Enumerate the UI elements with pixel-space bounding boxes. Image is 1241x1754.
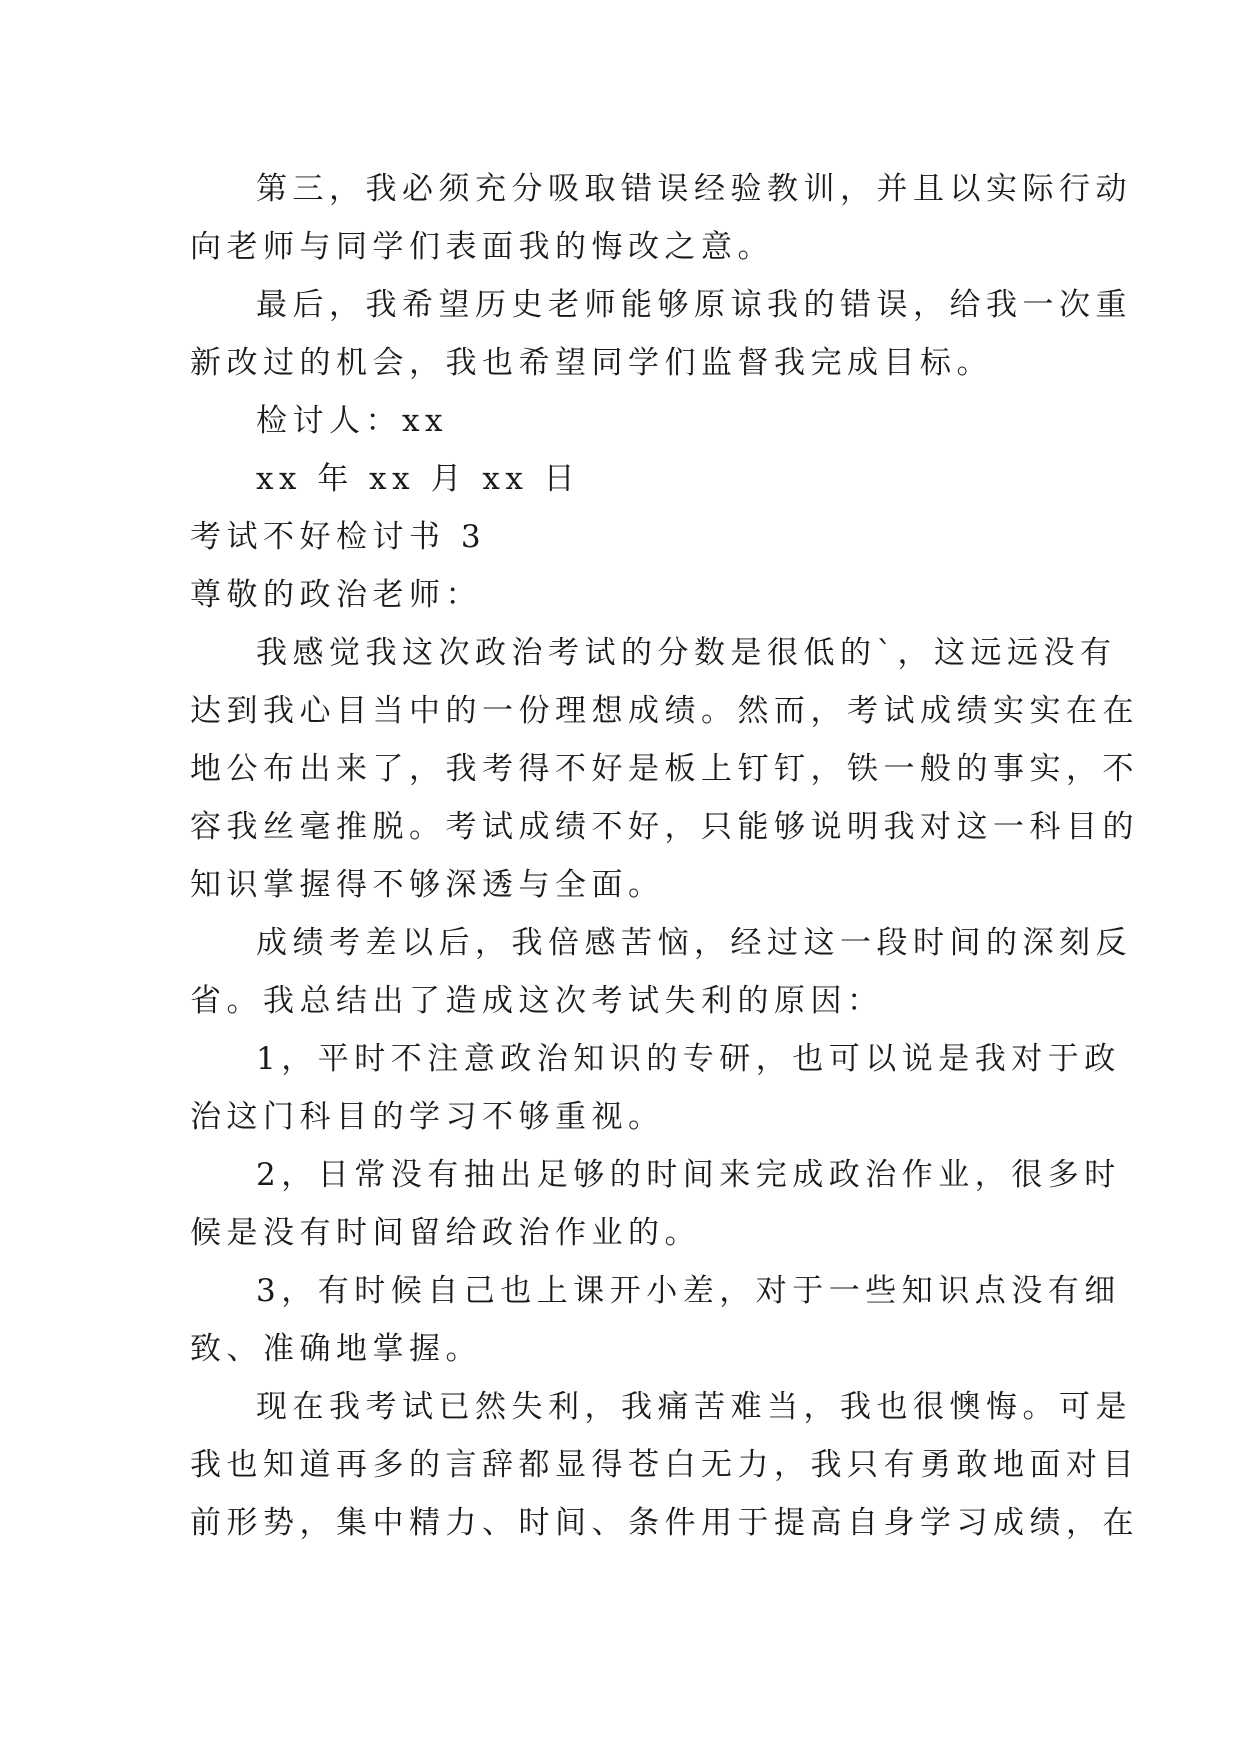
text-line: 知识掌握得不够深透与全面。: [190, 867, 665, 903]
text-line: 地公布出来了，我考得不好是板上钉钉，铁一般的事实，不: [190, 751, 1139, 787]
text-line: 新改过的机会，我也希望同学们监督我完成目标。: [190, 345, 993, 381]
text-line: 候是没有时间留给政治作业的。: [190, 1215, 701, 1251]
text-line: 致、准确地掌握。: [190, 1331, 482, 1367]
text-line: 我感觉我这次政治考试的分数是很低的`，这远远没有: [256, 635, 1117, 671]
reason-item-2: [190, 1146, 1121, 1262]
reason-item-1: [190, 1030, 1121, 1146]
paragraph-resolution: [190, 160, 1132, 276]
document-page: [190, 160, 1139, 1552]
signature-block: [190, 392, 1050, 508]
text-line: 容我丝毫推脱。考试成绩不好，只能够说明我对这一科目的: [190, 809, 1139, 845]
text-line: 省。我总结出了造成这次考试失利的原因：: [190, 983, 884, 1019]
text-line: 3，有时候自己也上课开小差，对于一些知识点没有细: [256, 1273, 1121, 1309]
text-line: 现在我考试已然失利，我痛苦难当，我也很懊悔。可是: [256, 1389, 1132, 1425]
text-line: 2，日常没有抽出足够的时间来完成政治作业，很多时: [256, 1157, 1121, 1193]
paragraph-exam-result: [190, 624, 1139, 914]
text-line: 1，平时不注意政治知识的专研，也可以说是我对于政: [256, 1041, 1121, 1077]
text-line: 前形势，集中精力、时间、条件用于提高自身学习成绩，在: [190, 1505, 1139, 1541]
paragraph-commitment: [190, 1378, 1139, 1552]
text-line: 成绩考差以后，我倍感苦恼，经过这一段时间的深刻反: [256, 925, 1132, 961]
salutation: 尊敬的政治老师：: [190, 577, 482, 613]
signature-date: xx 年 xx 月 xx 日: [256, 461, 581, 497]
section-title: 考试不好检讨书 3: [190, 519, 487, 555]
paragraph-reflection: [190, 914, 1132, 1030]
text-line: 向老师与同学们表面我的悔改之意。: [190, 229, 774, 265]
text-line: 我也知道再多的言辞都显得苍白无力，我只有勇敢地面对目: [190, 1447, 1139, 1483]
text-line: 治这门科目的学习不够重视。: [190, 1099, 665, 1135]
text-line: 最后，我希望历史老师能够原谅我的错误，给我一次重: [256, 287, 1132, 323]
text-line: 达到我心目当中的一份理想成绩。然而，考试成绩实实在在: [190, 693, 1139, 729]
paragraph-hope: [190, 276, 1132, 392]
text-line: 第三，我必须充分吸取错误经验教训，并且以实际行动: [256, 171, 1132, 207]
reason-item-3: [190, 1262, 1121, 1378]
reviewer-signature: 检讨人：xx: [256, 403, 448, 439]
